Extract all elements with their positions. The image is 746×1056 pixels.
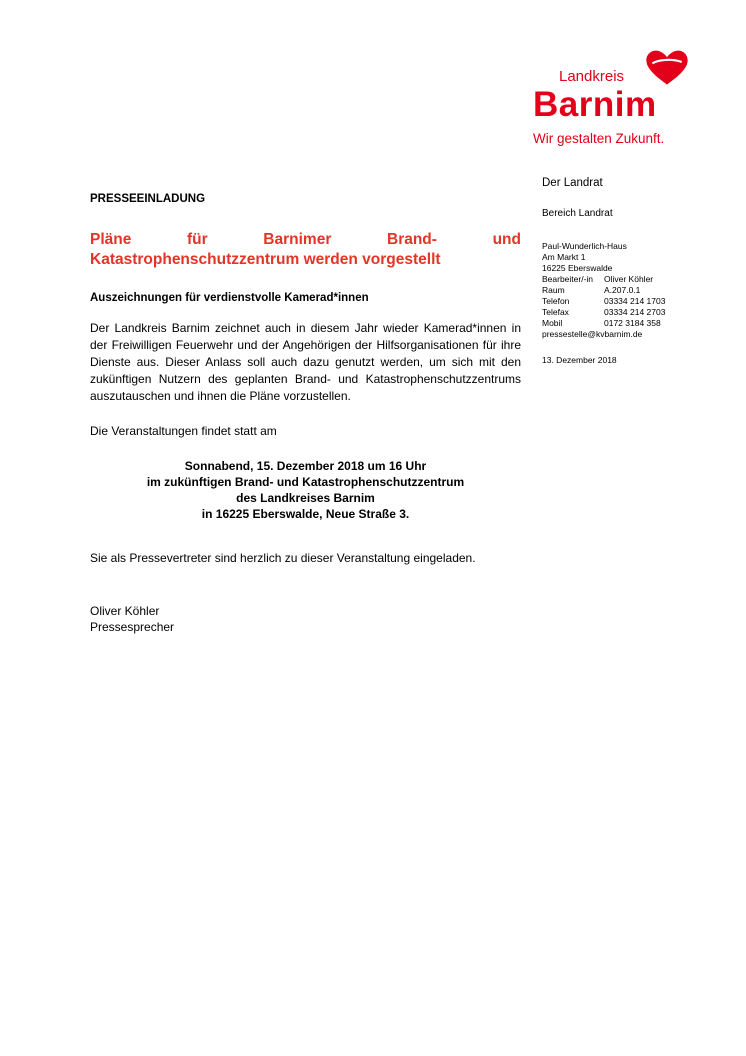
main-content	[90, 192, 521, 635]
event-line: des Landkreises Barnim	[236, 491, 375, 505]
contact-detail-value: Oliver Köhler	[604, 274, 654, 284]
contact-department: Der Landrat	[542, 177, 603, 189]
page-title: Pläne für Barnimer Brand- und Katastrophenschutzzentrum werden vorgestellt	[90, 231, 521, 268]
contact-detail-row	[542, 307, 717, 318]
heart-icon	[645, 50, 689, 86]
event-line: im zukünftigen Brand- und Katastrophenschutzzentrum	[146, 475, 465, 489]
subtitle: Auszeichnungen für verdienstvolle Kamerad*innen	[90, 292, 369, 304]
closing-paragraph: Sie als Pressevertreter sind herzlich zu dieser Veranstaltung eingeladen.	[90, 551, 476, 565]
document-date: 13. Dezember 2018	[542, 355, 617, 365]
event-line: in 16225 Eberswalde, Neue Straße 3.	[201, 507, 410, 521]
kicker: PRESSEEINLADUNG	[90, 193, 206, 205]
contact-detail-label: Telefon	[542, 296, 570, 306]
contact-address-line: Am Markt 1	[542, 252, 586, 262]
contact-detail-row	[542, 296, 717, 307]
contact-unit: Bereich Landrat	[542, 208, 613, 219]
signature-name: Oliver Köhler	[90, 604, 160, 618]
contact-address-line: Paul-Wunderlich-Haus	[542, 241, 627, 251]
logo-barnim-text: Barnim	[533, 85, 657, 124]
contact-detail-value: 03334 214 1703	[604, 296, 666, 306]
event-line: Sonnabend, 15. Dezember 2018 um 16 Uhr	[184, 459, 427, 473]
event-details-block	[90, 458, 521, 522]
contact-detail-label: Bearbeiter/-in	[542, 274, 594, 284]
contact-column	[542, 176, 717, 366]
logo-landkreis-text: Landkreis	[559, 68, 625, 85]
contact-detail-row	[542, 285, 717, 296]
contact-detail-label: Raum	[542, 285, 565, 295]
signature-block	[90, 603, 521, 635]
contact-detail-row	[542, 274, 717, 285]
contact-email: pressestelle@kvbarnim.de	[542, 329, 643, 339]
contact-detail-label: Mobil	[542, 318, 563, 328]
contact-address-line: 16225 Eberswalde	[542, 263, 613, 273]
contact-detail-value: 0172 3184 358	[604, 318, 661, 328]
signature-role: Pressesprecher	[90, 620, 175, 634]
lead-in-line: Die Veranstaltungen findet statt am	[90, 424, 277, 438]
logo	[533, 50, 689, 146]
body-paragraph: Der Landkreis Barnim zeichnet auch in diesem Jahr wieder Kamerad*innen in der Freiwilligen Feuerwehr und der Angehörigen der Hilfsorganisationen für ihre Dienste aus. Dieser Anlass soll auch dazu genutzt werden, um sich mit den zukünftigen Nutzern des geplanten Brand- und Katastrophenschutzzentrums auszutauschen und ihnen die Pläne vorzustellen.	[90, 321, 521, 403]
logo-tagline: Wir gestalten Zukunft.	[533, 131, 665, 146]
contact-detail-value: A.207.0.1	[604, 285, 641, 295]
contact-detail-row	[542, 318, 717, 329]
logo-top-row	[533, 50, 689, 86]
contact-detail-label: Telefax	[542, 307, 569, 317]
contact-detail-value: 03334 214 2703	[604, 307, 666, 317]
